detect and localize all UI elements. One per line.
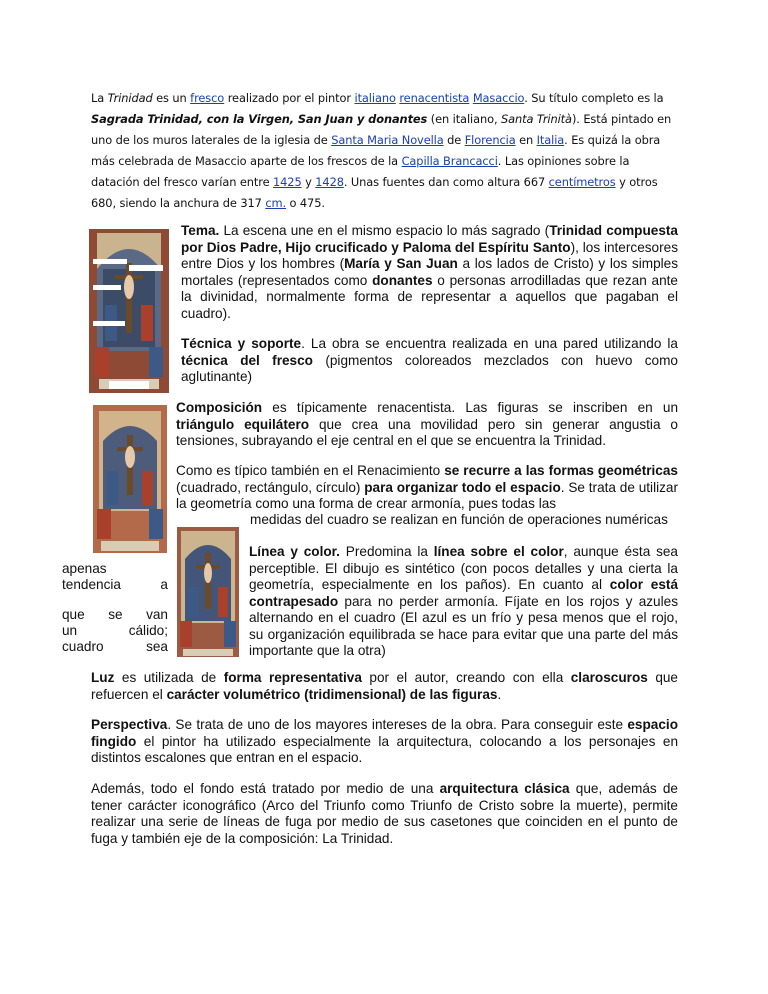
geometria-last-line: medidas del cuadro se realizan en función de operaciones numéricas: [250, 512, 668, 527]
luz-paragraph: Luz es utilizada de forma representativa por el autor, creando con ella claroscuros que refuercen el carácter volumétrico (tridimensional) de las figuras.: [91, 670, 678, 702]
perspectiva-paragraph: Perspectiva. Se trata de uno de los mayores intereses de la obra. Para conseguir este espacio fingido el pintor ha utilizado especialmente la arquitectura, colocando a los personajes en distintos escalones que entran en el espacio.: [91, 717, 678, 765]
italian-title: Santa Trinità: [500, 112, 572, 126]
trinidad-italic: Trinidad: [107, 91, 153, 105]
link-renacentista[interactable]: renacentista: [399, 91, 470, 105]
composicion-paragraph: Composición es típicamente renacentista. Las figuras se inscriben en un triángulo equilátero que crea una movilidad pero sin generar angustia o tensiones, subrayando el eje central en el que se encuentra la Trinidad.: [176, 400, 678, 448]
tema-label: Tema.: [181, 223, 220, 238]
link-1425[interactable]: 1425: [273, 175, 302, 189]
link-santa-maria-novella[interactable]: Santa Maria Novella: [331, 133, 444, 147]
linea-color-paragraph: Línea y color. Predomina la línea sobre el color, aunque ésta sea perceptible. El dibujo es sintético (con pocos detalles y una cierta la geometría, especialmente en los paños). En cuanto al color está contrapesado para no perder armonía. Fíjate en los rojos y azules alternando en el cuadro (El azul es un frío y pesa menos que el rojo, su organización equilibrada se hace para evitar que una parte del más importante que la otra): [249, 544, 679, 658]
full-title: Sagrada Trinidad, con la Virgen, San Juan y donantes: [91, 112, 428, 126]
fresco-composition-drawing: [93, 405, 167, 553]
link-centimetros[interactable]: centímetros: [548, 175, 616, 189]
tecnica-label: Técnica y soporte: [181, 336, 302, 351]
composicion-label: Composición: [176, 400, 263, 415]
link-masaccio[interactable]: Masaccio: [472, 91, 525, 105]
fresco-color-drawing: [177, 527, 239, 657]
ademas-paragraph: Además, todo el fondo está tratado por medio de una arquitectura clásica que, además de tener carácter iconográfico (Arco del Triunfo como Triunfo de Cristo sobre la muerte), permite realizar una serie de líneas de fuga por medio de sus casetones que coinciden en el punto de fuga y también eje de la composición: La Trinidad.: [91, 781, 678, 846]
link-capilla-brancacci[interactable]: Capilla Brancacci: [401, 154, 498, 168]
luz-label: Luz: [91, 670, 115, 685]
left-fragment-1: apenas: [62, 561, 107, 576]
tecnica-paragraph: Técnica y soporte. La obra se encuentra realizada en una pared utilizando la técnica del fresco (pigmentos coloreados mezclados con huevo como aglutinante): [181, 336, 678, 384]
link-cm[interactable]: cm.: [265, 196, 286, 210]
link-italiano[interactable]: italiano: [354, 91, 396, 105]
intro-paragraph: La Trinidad es un fresco realizado por el pintor italiano renacentista Masaccio. Su título completo es la Sagrada Trinidad, con la Virgen, San Juan y donantes (en italiano, Santa Trinità). Está pintado en uno de los muros laterales de la iglesia de Santa Maria Novella de Florencia en Italia. Es quizá la obra más celebrada de Masaccio aparte de los frescos de la Capilla Brancacci. Las opiniones sobre la datación del fresco varían entre 1425 y 1428. Unas fuentes dan como altura 667 centímetros y otros 680, siendo la anchura de 317 cm. o 475.: [91, 91, 672, 210]
fresco-image-composition: [93, 405, 167, 553]
fresco-image-color: [177, 527, 239, 657]
fresco-image-annotated: [89, 229, 169, 393]
linea-color-label: Línea y color.: [249, 544, 340, 559]
perspectiva-label: Perspectiva: [91, 717, 168, 732]
link-1428[interactable]: 1428: [315, 175, 344, 189]
left-fragment-4: un cálido;: [62, 623, 168, 638]
link-italia[interactable]: Italia: [536, 133, 565, 147]
tema-paragraph: Tema. La escena une en el mismo espacio lo más sagrado (Trinidad compuesta por Dios Padre, Hijo crucificado y Paloma del Espíritu Santo), los intercesores entre Dios y los hombres (María y San Juan a los lados de Cristo) y los simples mortales (representados como donantes o personas arrodilladas que rezan ante la divinidad, normalmente forma de representar a aquellos que pagaban el cuadro).: [181, 223, 679, 321]
link-fresco[interactable]: fresco: [190, 91, 225, 105]
link-florencia[interactable]: Florencia: [464, 133, 516, 147]
left-fragment-2: tendencia a: [62, 577, 168, 592]
geometria-paragraph: Como es típico también en el Renacimiento se recurre a las formas geométricas (cuadrado, rectángulo, círculo) para organizar todo el espacio. Se trata de utilizar la geometría como una forma de crear armonía, pues todas las: [176, 463, 678, 511]
fresco-annotated-drawing: [89, 229, 169, 393]
left-fragment-5: cuadro sea: [62, 639, 168, 654]
left-fragment-3: que se van: [62, 607, 168, 622]
